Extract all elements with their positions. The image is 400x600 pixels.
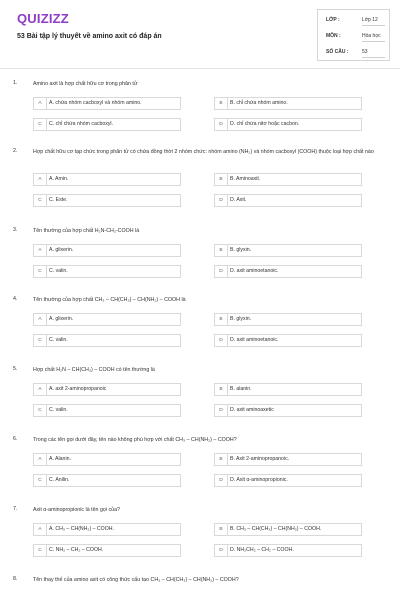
meta-value: Hóa học xyxy=(362,33,381,39)
option-text: C. Anilin. xyxy=(49,477,70,483)
question-text: Trong các tên gọi dưới đây, tên nào không phù hợp với chất CH₃ – CH(NH₂) – COOH? xyxy=(33,437,237,443)
option-letter: B xyxy=(215,314,228,325)
answer-option-d[interactable] xyxy=(214,118,362,131)
question-text: Amino axit là hợp chất hữu cơ trong phân tử xyxy=(33,81,138,87)
option-text: C. Este. xyxy=(49,197,68,203)
option-letter: B xyxy=(215,454,228,465)
option-letter: D xyxy=(215,195,228,206)
question-number: 5. xyxy=(13,366,18,372)
option-text: D. axit aminoetanoic. xyxy=(230,337,279,343)
option-text: C. NH₂ – CH₂ – COOH. xyxy=(49,547,104,553)
meta-underline xyxy=(362,25,385,26)
option-text: B. CH₃ – CH(CH₃) – CH(NH₂) – COOH. xyxy=(230,526,322,532)
option-letter: D xyxy=(215,475,228,486)
option-text: B. glyxin. xyxy=(230,316,252,322)
question-number: 6. xyxy=(13,436,18,442)
answer-option-b[interactable] xyxy=(214,313,362,326)
option-letter: D xyxy=(215,119,228,130)
question-number: 4. xyxy=(13,296,18,302)
meta-underline xyxy=(362,57,385,58)
option-letter: C xyxy=(34,195,47,206)
answer-option-d[interactable] xyxy=(214,334,362,347)
option-letter: D xyxy=(215,335,228,346)
answer-option-c[interactable] xyxy=(33,265,181,278)
option-text: A. axit 2-aminopropanoic xyxy=(49,386,107,392)
option-letter: C xyxy=(34,335,47,346)
option-letter: A xyxy=(34,174,47,185)
quizizz-logo: QUIZIZZ xyxy=(17,11,69,26)
option-letter: A xyxy=(34,384,47,395)
option-text: D. axit aminoaxetic xyxy=(230,407,274,413)
question-number: 2. xyxy=(13,148,18,154)
meta-row-class xyxy=(326,12,385,28)
question-number: 8. xyxy=(13,576,18,582)
option-text: D. chỉ chứa nitơ hoặc cacbon. xyxy=(230,121,300,127)
option-text: A. Alanin. xyxy=(49,456,71,462)
option-letter: C xyxy=(34,545,47,556)
meta-label: MÔN : xyxy=(326,33,341,39)
answer-option-b[interactable] xyxy=(214,244,362,257)
meta-row-count xyxy=(326,44,385,60)
option-letter: C xyxy=(34,119,47,130)
question-number: 3. xyxy=(13,227,18,233)
answer-option-b[interactable] xyxy=(214,523,362,536)
question-text: Tên thay thế của amino axit có công thức cấu tạo CH₃ – CH(CH₃) – CH(NH₂) – COOH? xyxy=(33,577,239,583)
answer-option-c[interactable] xyxy=(33,404,181,417)
meta-value: 53 xyxy=(362,49,368,55)
option-text: A. chứa nhóm cacboxyl và nhóm amino. xyxy=(49,100,142,106)
meta-value: Lớp 12 xyxy=(362,17,378,23)
answer-option-b[interactable] xyxy=(214,173,362,186)
option-text: B. glyxin. xyxy=(230,247,252,253)
question-text: Tên thường của hợp chất CH₃ – CH(CH₃) – CH(NH₂) – COOH là xyxy=(33,297,186,303)
option-text: B. alanin. xyxy=(230,386,252,392)
meta-box xyxy=(317,9,390,61)
answer-option-b[interactable] xyxy=(214,383,362,396)
answer-option-c[interactable] xyxy=(33,544,181,557)
answer-option-d[interactable] xyxy=(214,474,362,487)
option-text: C. chỉ chứa nhóm cacboxyl. xyxy=(49,121,114,127)
question-text: Axit α-aminopropionic là tên gọi của? xyxy=(33,507,120,513)
answer-option-a[interactable] xyxy=(33,383,181,396)
answer-option-a[interactable] xyxy=(33,244,181,257)
option-text: D. NH₂CH₂ – CH₂ – COOH. xyxy=(230,547,294,553)
answer-option-a[interactable] xyxy=(33,523,181,536)
option-text: D. axit aminoetanoic. xyxy=(230,268,279,274)
answer-option-c[interactable] xyxy=(33,118,181,131)
option-text: B. Aminoaxit. xyxy=(230,176,261,182)
option-letter: D xyxy=(215,405,228,416)
option-text: A. glixerin. xyxy=(49,316,74,322)
option-text: A. glixerin. xyxy=(49,247,74,253)
answer-option-b[interactable] xyxy=(214,453,362,466)
answer-option-d[interactable] xyxy=(214,544,362,557)
option-text: D. Axit. xyxy=(230,197,247,203)
option-text: C. valin. xyxy=(49,407,68,413)
option-letter: A xyxy=(34,524,47,535)
option-text: C. valin. xyxy=(49,337,68,343)
question-text: Hợp chất H₂N – CH(CH₃) – COOH có tên thường là xyxy=(33,367,155,373)
option-letter: C xyxy=(34,405,47,416)
option-text: B. chỉ chứa nhóm amino. xyxy=(230,100,288,106)
answer-option-d[interactable] xyxy=(214,194,362,207)
option-letter: C xyxy=(34,475,47,486)
header-divider xyxy=(0,68,400,69)
answer-option-c[interactable] xyxy=(33,474,181,487)
option-text: D. Axit α-aminopropionic. xyxy=(230,477,288,483)
meta-underline xyxy=(362,41,385,42)
question-number: 1. xyxy=(13,80,18,86)
answer-option-a[interactable] xyxy=(33,97,181,110)
option-letter: B xyxy=(215,98,228,109)
question-number: 7. xyxy=(13,506,18,512)
document-title: 53 Bài tập lý thuyết về amino axit có đáp án xyxy=(17,33,162,40)
answer-option-a[interactable] xyxy=(33,453,181,466)
option-letter: B xyxy=(215,245,228,256)
option-letter: A xyxy=(34,245,47,256)
option-letter: A xyxy=(34,98,47,109)
option-letter: D xyxy=(215,545,228,556)
answer-option-a[interactable] xyxy=(33,173,181,186)
meta-label: LỚP : xyxy=(326,17,340,23)
option-text: A. Amin. xyxy=(49,176,69,182)
option-letter: B xyxy=(215,524,228,535)
answer-option-b[interactable] xyxy=(214,97,362,110)
option-text: B. Axit 2-aminopropanoic. xyxy=(230,456,290,462)
meta-label: SỐ CÂU : xyxy=(326,49,349,55)
answer-option-a[interactable] xyxy=(33,313,181,326)
answer-option-c[interactable] xyxy=(33,334,181,347)
option-letter: C xyxy=(34,266,47,277)
question-text: Tên thường của hợp chất H₂N-CH₂-COOH là xyxy=(33,228,140,234)
page-header xyxy=(0,0,400,68)
answer-option-d[interactable] xyxy=(214,404,362,417)
option-letter: A xyxy=(34,454,47,465)
question-text: Hợp chất hữu cơ tạp chức trong phân tử có chứa đồng thời 2 nhóm chức: nhóm amino (NH₂) và nhóm cacboxyl (COOH) thuộc loại hợp chất nào xyxy=(33,149,374,155)
meta-row-subject xyxy=(326,28,385,44)
answer-option-d[interactable] xyxy=(214,265,362,278)
option-text: A. CH₃ – CH(NH₂) – COOH. xyxy=(49,526,114,532)
option-letter: B xyxy=(215,174,228,185)
option-letter: D xyxy=(215,266,228,277)
option-letter: A xyxy=(34,314,47,325)
option-text: C. valin. xyxy=(49,268,68,274)
answer-option-c[interactable] xyxy=(33,194,181,207)
option-letter: B xyxy=(215,384,228,395)
